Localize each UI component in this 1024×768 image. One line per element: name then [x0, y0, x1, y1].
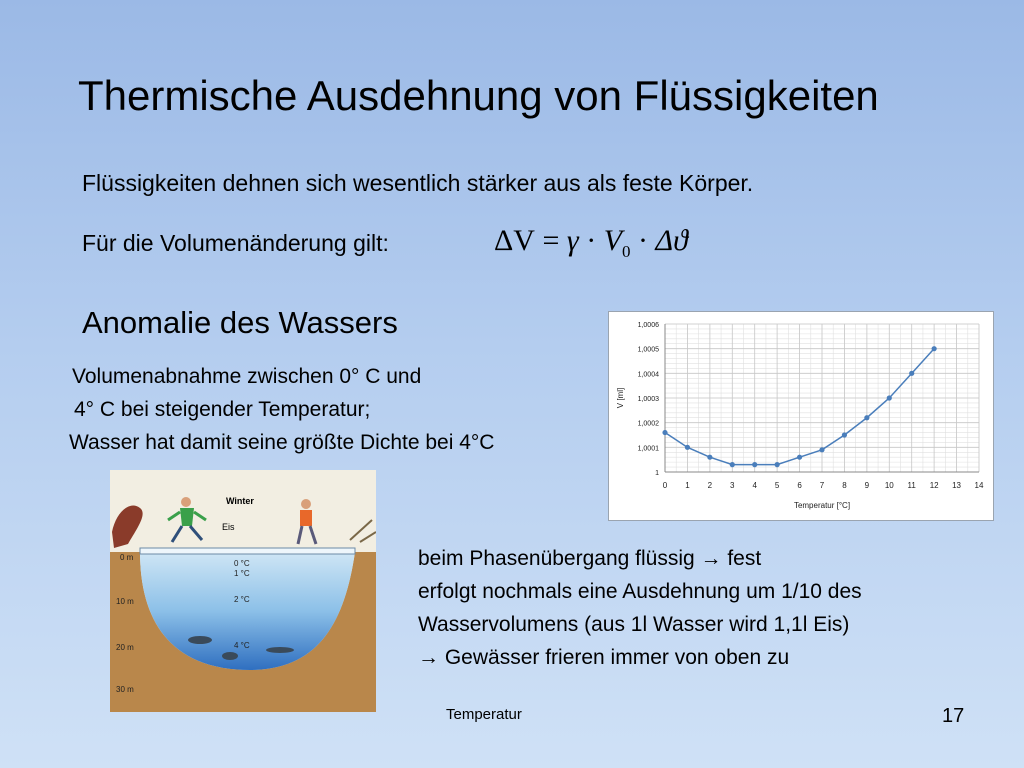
x-tick-label: 2: [707, 481, 713, 490]
x-axis-label: Temperatur [°C]: [793, 501, 851, 510]
slide-title: Thermische Ausdehnung von Flüssigkeiten: [78, 72, 879, 119]
volume-formula: [494, 224, 688, 262]
x-tick-label: 1: [685, 481, 690, 490]
y-axis-label: V [ml]: [616, 387, 625, 409]
formula-v: V: [603, 224, 623, 257]
anomaly-line: Volumenabnahme zwischen 0° C und: [72, 365, 422, 388]
anomaly-heading: Anomalie des Wassers: [82, 305, 398, 340]
data-point: [819, 447, 824, 452]
y-tick-label: 1,0004: [637, 371, 659, 379]
y-tick-label: 1: [655, 470, 659, 477]
ice-layer: [140, 548, 355, 554]
phase-line: erfolgt nochmals eine Ausdehnung um 1/10 des: [418, 580, 862, 603]
x-tick-label: 7: [819, 481, 825, 490]
data-point: [707, 455, 712, 460]
data-point: [842, 432, 847, 437]
data-point: [887, 395, 892, 400]
anomaly-text: [69, 360, 495, 459]
anomaly-line: Wasser hat damit seine größte Dichte bei 4°C: [69, 431, 495, 454]
data-point: [775, 462, 780, 467]
lake-illustration: [110, 470, 376, 712]
formula-equals: =: [542, 224, 560, 257]
season-label: Winter: [226, 496, 254, 506]
phase-line: Wasservolumens (aus 1l Wasser wird 1,1l Eis): [418, 613, 850, 636]
x-tick-label: 14: [974, 481, 984, 490]
x-tick-label: 11: [907, 481, 916, 490]
x-tick-label: 3: [730, 481, 735, 490]
formula-label: Für die Volumenänderung gilt:: [82, 230, 389, 256]
formula-gamma: γ: [566, 224, 579, 257]
data-point: [909, 371, 914, 376]
formula-v-sub: 0: [622, 242, 631, 261]
water-volume-chart: [608, 311, 994, 521]
y-tick-label: 1,0006: [637, 322, 659, 329]
data-point: [662, 430, 667, 435]
phase-transition-text: [418, 542, 862, 674]
depth-label: 30 m: [116, 685, 134, 694]
phase-line: beim Phasenübergang flüssig → fest: [418, 547, 762, 570]
x-tick-label: 8: [842, 481, 847, 490]
x-tick-label: 6: [797, 481, 802, 490]
x-tick-label: 13: [952, 481, 962, 490]
lake-svg: [110, 470, 376, 712]
ice-label: Eis: [222, 522, 235, 532]
chart-svg: [609, 312, 993, 520]
anomaly-line: 4° C bei steigender Temperatur;: [74, 398, 371, 421]
x-tick-label: 4: [752, 481, 757, 490]
x-tick-label: 5: [774, 481, 780, 490]
temp-label: 2 °C: [234, 595, 250, 604]
data-point: [730, 462, 735, 467]
y-tick-label: 1,0005: [637, 346, 659, 354]
depth-label: 0 m: [120, 553, 134, 562]
y-tick-label: 1,0001: [637, 445, 659, 453]
temp-label: 4 °C: [234, 641, 250, 650]
depth-label: 20 m: [116, 643, 134, 652]
x-tick-label: 10: [884, 481, 894, 490]
footer-label: Temperatur: [446, 706, 522, 723]
depth-label: 10 m: [116, 597, 134, 606]
data-point: [864, 415, 869, 420]
temp-label: 1 °C: [234, 569, 250, 578]
data-point: [752, 462, 757, 467]
x-tick-label: 12: [929, 481, 939, 490]
page-number: 17: [942, 705, 965, 727]
x-tick-label: 9: [864, 481, 870, 490]
data-point: [932, 346, 937, 351]
formula-dot-2: ·: [638, 224, 649, 257]
data-point: [685, 445, 690, 450]
formula-delta-theta: Δϑ: [655, 224, 688, 257]
y-tick-label: 1,0003: [637, 396, 659, 403]
formula-lhs: ΔV: [494, 224, 535, 257]
temp-label: 0 °C: [234, 559, 250, 568]
intro-text: Flüssigkeiten dehnen sich wesentlich stärker aus als feste Körper.: [82, 170, 754, 196]
x-tick-label: 0: [662, 481, 668, 490]
phase-line: → Gewässer frieren immer von oben zu: [418, 646, 790, 669]
formula-dot-1: ·: [586, 224, 597, 257]
y-tick-label: 1,0002: [637, 420, 659, 428]
data-point: [797, 455, 802, 460]
